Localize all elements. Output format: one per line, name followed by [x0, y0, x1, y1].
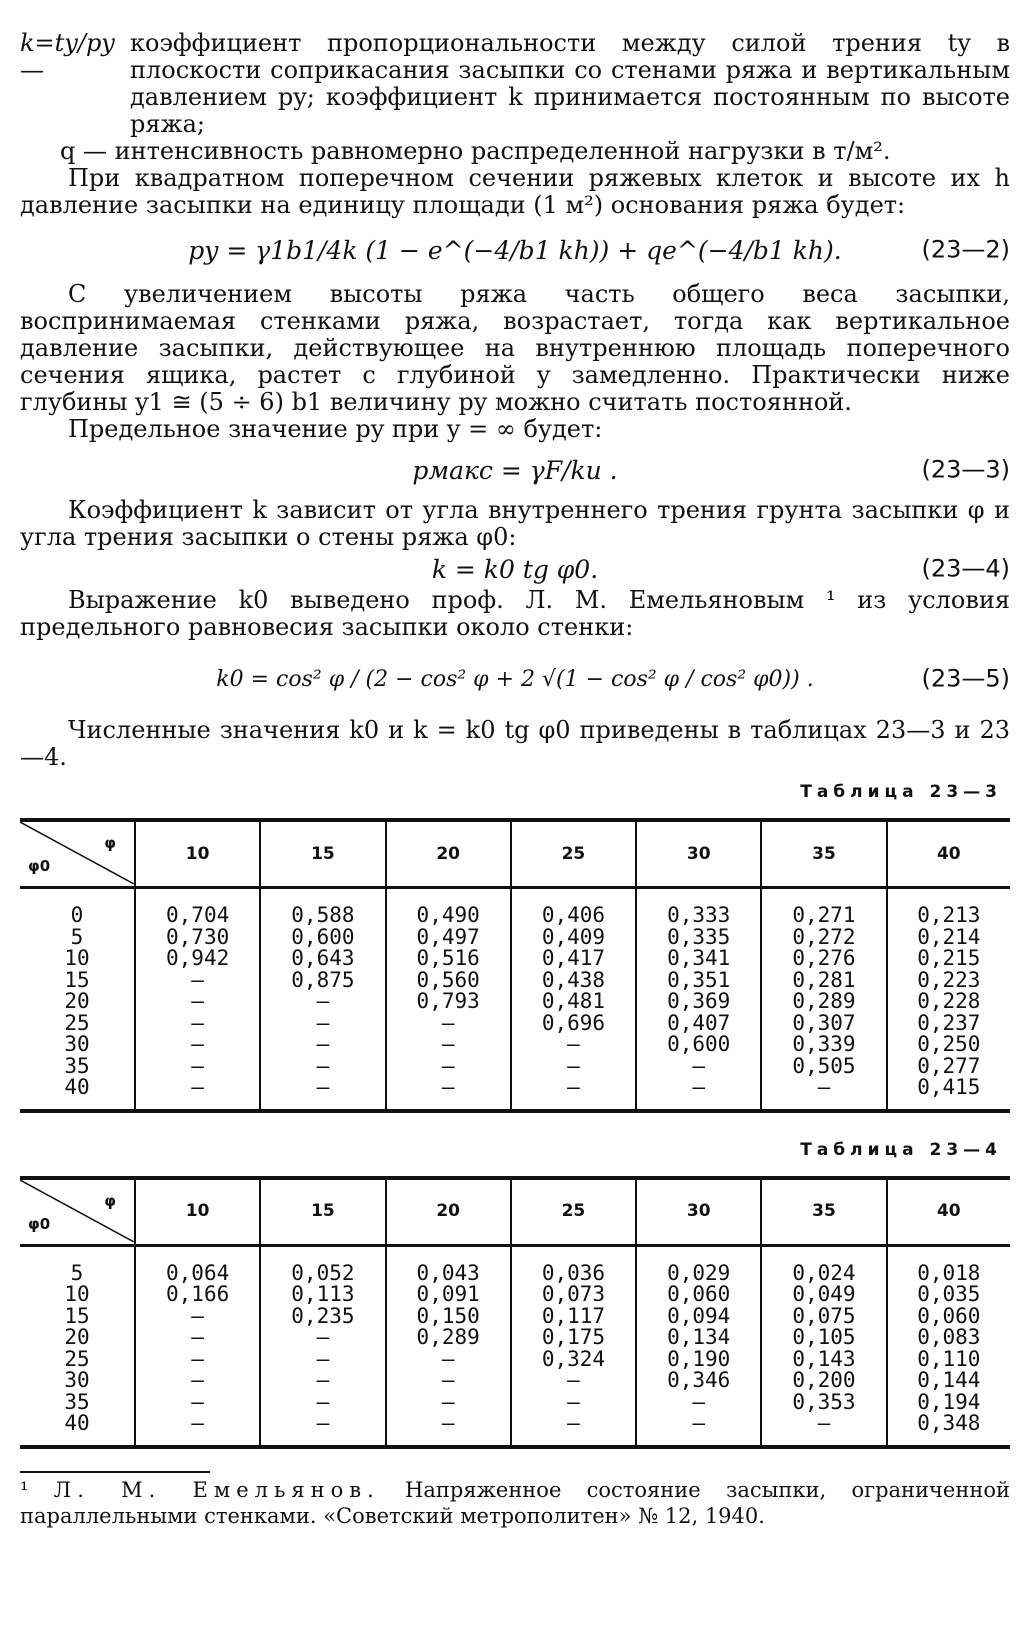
- definition-k: [20, 30, 1010, 138]
- table-23-3: [20, 818, 1010, 1113]
- row-header: 20: [64, 989, 90, 1013]
- table-cell: 0,406: [511, 888, 636, 927]
- table-cell: 0,335: [636, 927, 761, 949]
- corner-phi0-label: φ0: [28, 1214, 51, 1233]
- table-cell: 0,346: [636, 1370, 761, 1392]
- table-cell: —: [135, 991, 260, 1013]
- table-row: [20, 888, 1010, 927]
- corner-phi-label: φ: [104, 1191, 116, 1210]
- table-cell: —: [386, 1013, 511, 1035]
- footnote-rule: [20, 1471, 210, 1473]
- footnote: [20, 1477, 1010, 1529]
- column-header: 15: [260, 1178, 385, 1246]
- row-header: 25: [64, 1346, 90, 1371]
- table-23-3-body: [20, 888, 1010, 1111]
- definition-k-symbol: k=ty/py —: [20, 29, 115, 84]
- table-row: [20, 991, 1010, 1013]
- table-cell: 0,190: [636, 1349, 761, 1371]
- row-header: 30: [64, 1032, 90, 1056]
- table-cell: 0,348: [887, 1413, 1010, 1447]
- table-cell: 0,276: [761, 948, 886, 970]
- table-cell: —: [135, 1413, 260, 1447]
- table-cell: —: [761, 1077, 886, 1111]
- paragraph-emelyanov: Выражение k0 выведено проф. Л. М. Емельяновым ¹ из условия предельного равновесия засыпки около стенки:: [20, 586, 1010, 641]
- column-header: 35: [761, 820, 886, 888]
- table-cell: —: [511, 1056, 636, 1078]
- row-header: 10: [64, 1282, 90, 1306]
- table-cell: —: [636, 1056, 761, 1078]
- table-cell: —: [260, 1056, 385, 1078]
- table-cell: —: [135, 970, 260, 992]
- table-cell: 0,091: [386, 1284, 511, 1306]
- paragraph-height-increase: С увеличением высоты ряжа часть общего веса засыпки, воспринимаемая стенками ряжа, возрастает, тогда как вертикальное давление засыпки, действующее на внутреннюю площадь поперечного сечения ящика, растет с глубиной y замедленно. Практически ниже глубины y1 ≅ (5 ÷ 6) b1 величину py можно считать постоянной.: [20, 280, 1010, 416]
- table-cell: 0,083: [887, 1327, 1010, 1349]
- row-header: 15: [64, 967, 90, 992]
- table-cell: —: [260, 1327, 385, 1349]
- table-cell: —: [386, 1034, 511, 1056]
- table-cell: —: [636, 1413, 761, 1447]
- table-cell: 0,110: [887, 1349, 1010, 1371]
- table-cell: 0,228: [887, 991, 1010, 1013]
- table-cell: —: [511, 1034, 636, 1056]
- table-cell: —: [260, 1392, 385, 1414]
- table-cell: —: [260, 1370, 385, 1392]
- table-cell: 0,064: [135, 1245, 260, 1284]
- table-cell: 0,200: [761, 1370, 886, 1392]
- table-cell: 0,143: [761, 1349, 886, 1371]
- table-cell: 0,438: [511, 970, 636, 992]
- equation-23-4: [20, 551, 1010, 587]
- row-header: 40: [20, 1077, 135, 1111]
- table-cell: —: [260, 1077, 385, 1111]
- table-cell: —: [135, 1392, 260, 1414]
- equation-23-2: [20, 219, 1010, 281]
- table-cell: 0,415: [887, 1077, 1010, 1111]
- table-cell: 0,060: [887, 1306, 1010, 1328]
- table-cell: 0,213: [887, 888, 1010, 927]
- corner-phi-label: φ: [104, 834, 116, 852]
- table-cell: 0,150: [386, 1306, 511, 1328]
- table-row: [20, 1077, 1010, 1111]
- definition-q: q — интенсивность равномерно распределенной нагрузки в т/м².: [60, 137, 891, 165]
- row-header: 35: [64, 1389, 90, 1414]
- table-cell: —: [386, 1077, 511, 1111]
- table-23-3-header: [20, 820, 1010, 888]
- table-cell: —: [260, 1013, 385, 1035]
- table-cell: 0,250: [887, 1034, 1010, 1056]
- table-cell: 0,560: [386, 970, 511, 992]
- table-cell: 0,018: [887, 1245, 1010, 1284]
- table-cell: —: [636, 1392, 761, 1414]
- table-cell: 0,024: [761, 1245, 886, 1284]
- equation-23-2-formula: py = γ1b1/4k (1 − e^(−4/b1 kh)) + qe^(−4/b1 kh).: [188, 235, 842, 265]
- row-header: 5: [70, 1260, 84, 1285]
- column-header: 25: [511, 820, 636, 888]
- table-23-3-caption: Таблица 23—3: [800, 782, 1002, 802]
- table-cell: 0,600: [636, 1034, 761, 1056]
- corner-phi0-label: φ0: [28, 857, 51, 875]
- paragraph-coefficient-k: Коэффициент k зависит от угла внутреннего трения грунта засыпки φ и угла трения засыпки о стены ряжа φ0:: [20, 496, 1010, 551]
- table-row: [20, 1306, 1010, 1328]
- table-cell: 0,481: [511, 991, 636, 1013]
- row-header: 0: [70, 903, 84, 927]
- table-cell: 0,307: [761, 1013, 886, 1035]
- table-cell: 0,060: [636, 1284, 761, 1306]
- table-cell: 0,333: [636, 888, 761, 927]
- table-cell: 0,369: [636, 991, 761, 1013]
- table-row: [20, 1327, 1010, 1349]
- row-header: 25: [64, 1010, 90, 1035]
- table-row: [20, 1392, 1010, 1414]
- table-cell: 0,793: [386, 991, 511, 1013]
- table-cell: 0,117: [511, 1306, 636, 1328]
- column-header: 40: [887, 1178, 1010, 1246]
- table-cell: —: [260, 991, 385, 1013]
- equation-23-4-formula: k = k0 tg φ0.: [431, 554, 599, 584]
- table-cell: 0,073: [511, 1284, 636, 1306]
- footnote-author: Л. М. Емельянов.: [53, 1477, 380, 1502]
- table-cell: —: [511, 1392, 636, 1414]
- table-cell: 0,730: [135, 927, 260, 949]
- table-cell: —: [135, 1077, 260, 1111]
- table-cell: 0,194: [887, 1392, 1010, 1414]
- column-header: 35: [761, 1178, 886, 1246]
- table-cell: 0,875: [260, 970, 385, 992]
- table-cell: 0,214: [887, 927, 1010, 949]
- table-row: [20, 1013, 1010, 1035]
- table-cell: 0,600: [260, 927, 385, 949]
- page: [20, 30, 1010, 1529]
- table-row: [20, 1056, 1010, 1078]
- table-cell: —: [135, 1306, 260, 1328]
- table-23-4-body: [20, 1245, 1010, 1447]
- table-cell: 0,094: [636, 1306, 761, 1328]
- table-cell: 0,339: [761, 1034, 886, 1056]
- definition-k-text: коэффициент пропорциональности между силой трения ty в плоскости соприкасания засыпки со стенами ряжа и вертикальным давлением py; коэффициент k принимается постоянным по высоте ряжа;: [130, 29, 1010, 138]
- equation-23-2-number: (23—2): [921, 235, 1010, 264]
- table-cell: —: [511, 1413, 636, 1447]
- table-cell: —: [135, 1349, 260, 1371]
- table-cell: —: [260, 1413, 385, 1447]
- table-row: [20, 970, 1010, 992]
- table-row: [20, 1413, 1010, 1447]
- table-cell: —: [135, 1013, 260, 1035]
- table-cell: —: [761, 1413, 886, 1447]
- table-cell: 0,341: [636, 948, 761, 970]
- row-header: 35: [64, 1053, 90, 1078]
- table-cell: 0,643: [260, 948, 385, 970]
- table-cell: 0,516: [386, 948, 511, 970]
- paragraph-square-section: При квадратном поперечном сечении ряжевых клеток и высоте их h давление засыпки на единицу площади (1 м²) основания ряжа будет:: [20, 164, 1010, 219]
- table-cell: —: [135, 1327, 260, 1349]
- equation-23-5-formula: k0 = cos² φ / (2 − cos² φ + 2 √(1 − cos² φ / cos² φ0)) .: [216, 666, 814, 692]
- table-cell: —: [386, 1392, 511, 1414]
- column-header: 25: [511, 1178, 636, 1246]
- table-row: [20, 927, 1010, 949]
- row-header: 5: [70, 924, 84, 949]
- column-header: 40: [887, 820, 1010, 888]
- column-header: 10: [135, 820, 260, 888]
- table-cell: 0,215: [887, 948, 1010, 970]
- column-header: 20: [386, 1178, 511, 1246]
- table-cell: 0,417: [511, 948, 636, 970]
- table-cell: 0,277: [887, 1056, 1010, 1078]
- table-cell: 0,113: [260, 1284, 385, 1306]
- column-header: 15: [260, 820, 385, 888]
- table-cell: 0,704: [135, 888, 260, 927]
- table-cell: 0,588: [260, 888, 385, 927]
- table-cell: 0,035: [887, 1284, 1010, 1306]
- table-cell: 0,043: [386, 1245, 511, 1284]
- table-23-4-header: [20, 1178, 1010, 1246]
- column-header: 10: [135, 1178, 260, 1246]
- column-header: 30: [636, 820, 761, 888]
- table-23-4-corner: [20, 1178, 135, 1246]
- table-cell: 0,036: [511, 1245, 636, 1284]
- table-cell: —: [386, 1056, 511, 1078]
- paragraph-limit-value: Предельное значение py при y = ∞ будет:: [68, 415, 603, 443]
- equation-23-3: [20, 443, 1010, 497]
- table-cell: 0,351: [636, 970, 761, 992]
- table-cell: 0,289: [386, 1327, 511, 1349]
- table-cell: 0,490: [386, 888, 511, 927]
- table-cell: —: [135, 1370, 260, 1392]
- table-23-3-corner: [20, 820, 135, 888]
- table-cell: 0,029: [636, 1245, 761, 1284]
- table-cell: 0,166: [135, 1284, 260, 1306]
- table-cell: —: [386, 1370, 511, 1392]
- table-cell: 0,272: [761, 927, 886, 949]
- table-cell: 0,497: [386, 927, 511, 949]
- row-header: 15: [64, 1303, 90, 1328]
- table-cell: 0,289: [761, 991, 886, 1013]
- column-header: 30: [636, 1178, 761, 1246]
- equation-23-5: [20, 641, 1010, 717]
- table-cell: 0,696: [511, 1013, 636, 1035]
- table-cell: 0,134: [636, 1327, 761, 1349]
- table-cell: 0,324: [511, 1349, 636, 1371]
- table-cell: 0,223: [887, 970, 1010, 992]
- table-23-4: [20, 1176, 1010, 1449]
- equation-23-4-number: (23—4): [921, 554, 1010, 583]
- table-row: [20, 1034, 1010, 1056]
- row-header: 40: [20, 1413, 135, 1447]
- table-cell: —: [511, 1077, 636, 1111]
- table-cell: 0,271: [761, 888, 886, 927]
- table-cell: 0,237: [887, 1013, 1010, 1035]
- table-cell: 0,175: [511, 1327, 636, 1349]
- table-cell: —: [135, 1034, 260, 1056]
- table-cell: —: [260, 1034, 385, 1056]
- table-cell: 0,235: [260, 1306, 385, 1328]
- row-header: 20: [64, 1325, 90, 1349]
- column-header: 20: [386, 820, 511, 888]
- equation-23-5-number: (23—5): [921, 664, 1010, 693]
- paragraph-numeric-values: Численные значения k0 и k = k0 tg φ0 приведены в таблицах 23—3 и 23—4.: [20, 716, 1010, 771]
- table-cell: 0,049: [761, 1284, 886, 1306]
- equation-23-3-number: (23—3): [921, 455, 1010, 484]
- table-cell: 0,353: [761, 1392, 886, 1414]
- table-cell: 0,281: [761, 970, 886, 992]
- equation-23-3-formula: pмакс = γF/ku .: [412, 455, 618, 485]
- table-cell: 0,505: [761, 1056, 886, 1078]
- table-cell: —: [636, 1077, 761, 1111]
- table-cell: 0,409: [511, 927, 636, 949]
- row-header: 10: [64, 946, 90, 970]
- table-row: [20, 1349, 1010, 1371]
- table-cell: —: [135, 1056, 260, 1078]
- footnote-text: Напряженное состояние засыпки, ограниченной параллельными стенками. «Советский метрополитен» № 12, 1940.: [20, 1477, 1010, 1528]
- footnote-mark: ¹: [20, 1477, 29, 1502]
- table-cell: 0,407: [636, 1013, 761, 1035]
- table-row: [20, 1370, 1010, 1392]
- table-cell: 0,105: [761, 1327, 886, 1349]
- table-cell: 0,144: [887, 1370, 1010, 1392]
- table-cell: 0,075: [761, 1306, 886, 1328]
- table-cell: —: [386, 1349, 511, 1371]
- table-cell: 0,942: [135, 948, 260, 970]
- table-row: [20, 948, 1010, 970]
- table-cell: 0,052: [260, 1245, 385, 1284]
- table-row: [20, 1245, 1010, 1284]
- table-cell: —: [386, 1413, 511, 1447]
- table-23-4-caption: Таблица 23—4: [800, 1139, 1002, 1160]
- row-header: 30: [64, 1368, 90, 1392]
- table-cell: —: [511, 1370, 636, 1392]
- table-row: [20, 1284, 1010, 1306]
- table-cell: —: [260, 1349, 385, 1371]
